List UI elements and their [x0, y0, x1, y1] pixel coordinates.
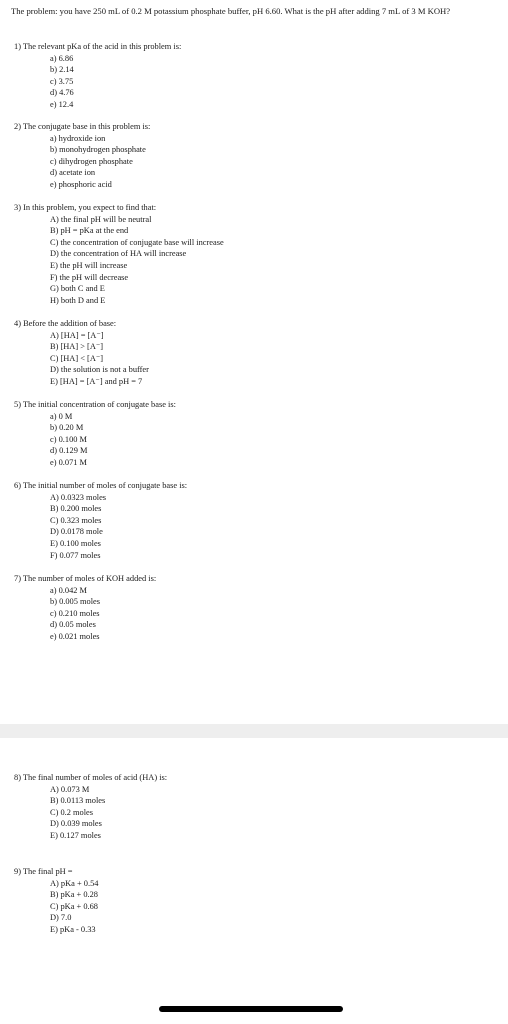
answer-option: B) 0.0113 moles: [50, 796, 106, 806]
answer-options: [14, 492, 187, 562]
answer-option: E) 0.100 moles: [50, 538, 101, 548]
answer-option: D) 0.039 moles: [50, 819, 102, 829]
question-3: [14, 202, 224, 306]
answer-options: [14, 214, 224, 307]
answer-options: [14, 878, 98, 936]
answer-option: D) the concentration of HA will increase: [50, 249, 187, 259]
question-title: 6) The initial number of moles of conjugate base is:: [14, 481, 188, 490]
answer-option: a) 0 M: [50, 411, 73, 421]
question-9: [14, 866, 98, 936]
answer-options: [14, 133, 150, 191]
answer-options: [14, 53, 181, 111]
answer-option: C) 0.2 moles: [50, 807, 94, 817]
answer-options: [14, 411, 176, 469]
answer-option: A) the final pH will be neutral: [50, 214, 152, 224]
question-2: [14, 121, 150, 191]
answer-option: c) 0.100 M: [50, 434, 87, 444]
answer-option: B) 0.200 moles: [50, 504, 102, 514]
answer-option: C) pKa + 0.68: [50, 901, 98, 911]
answer-option: F) 0.077 moles: [50, 550, 101, 560]
problem-statement: The problem: you have 250 mL of 0.2 M potassium phosphate buffer, pH 6.60. What is the pH after adding 7 mL of 3 M KOH?: [11, 6, 451, 16]
answer-option: A) 0.0323 moles: [50, 492, 107, 502]
question-title: 1) The relevant pKa of the acid in this problem is:: [14, 42, 182, 51]
answer-option: B) [HA] > [A⁻]: [50, 342, 104, 352]
answer-option: b) 0.005 moles: [50, 597, 101, 607]
answer-option: D) 7.0: [50, 913, 72, 923]
page-divider: [0, 724, 508, 738]
answer-option: b) monohydrogen phosphate: [50, 145, 146, 155]
answer-option: d) 0.05 moles: [50, 620, 96, 630]
home-indicator[interactable]: [159, 1006, 343, 1012]
answer-option: C) [HA] < [A⁻]: [50, 353, 104, 363]
answer-option: e) phosphoric acid: [50, 179, 112, 189]
answer-option: E) the pH will increase: [50, 260, 128, 270]
answer-option: C) the concentration of conjugate base will increase: [50, 237, 224, 247]
question-7: [14, 573, 156, 643]
answer-option: E) 0.127 moles: [50, 830, 101, 840]
answer-options: [14, 585, 156, 643]
answer-option: D) 0.0178 mole: [50, 527, 103, 537]
answer-option: d) 0.129 M: [50, 446, 88, 456]
answer-options: [14, 784, 167, 842]
question-8: [14, 772, 167, 842]
answer-option: b) 0.20 M: [50, 423, 84, 433]
question-title: 7) The number of moles of KOH added is:: [14, 574, 157, 583]
answer-options: [14, 330, 149, 388]
answer-option: e) 0.071 M: [50, 457, 87, 467]
question-title: 8) The final number of moles of acid (HA) is:: [14, 773, 168, 782]
answer-option: E) [HA] = [A⁻] and pH = 7: [50, 376, 143, 386]
answer-option: a) hydroxide ion: [50, 133, 106, 143]
answer-option: e) 0.021 moles: [50, 631, 100, 641]
question-6: [14, 480, 187, 561]
answer-option: A) [HA] = [A⁻]: [50, 330, 104, 340]
answer-option: E) pKa - 0.33: [50, 924, 96, 934]
answer-option: c) 3.75: [50, 76, 74, 86]
question-title: 3) In this problem, you expect to find that:: [14, 203, 157, 212]
answer-option: F) the pH will decrease: [50, 272, 129, 282]
answer-option: d) acetate ion: [50, 168, 96, 178]
question-title: 4) Before the addition of base:: [14, 319, 117, 328]
answer-option: A) pKa + 0.54: [50, 878, 99, 888]
answer-option: c) 0.210 moles: [50, 608, 100, 618]
question-title: 2) The conjugate base in this problem is:: [14, 122, 151, 131]
answer-option: c) dihydrogen phosphate: [50, 156, 133, 166]
question-1: [14, 41, 181, 111]
answer-option: B) pH = pKa at the end: [50, 226, 129, 236]
answer-option: a) 6.86: [50, 53, 74, 63]
answer-option: H) both D and E: [50, 295, 106, 305]
answer-option: D) the solution is not a buffer: [50, 365, 149, 375]
answer-option: G) both C and E: [50, 284, 105, 294]
question-4: [14, 318, 149, 388]
answer-option: a) 0.042 M: [50, 585, 87, 595]
answer-option: b) 2.14: [50, 65, 74, 75]
answer-option: C) 0.323 moles: [50, 515, 102, 525]
question-title: 9) The final pH =: [14, 867, 73, 876]
answer-option: B) pKa + 0.28: [50, 890, 98, 900]
answer-option: d) 4.76: [50, 88, 74, 98]
question-title: 5) The initial concentration of conjugate base is:: [14, 400, 176, 409]
question-5: [14, 399, 176, 469]
answer-option: e) 12.4: [50, 99, 74, 109]
answer-option: A) 0.073 M: [50, 784, 90, 794]
